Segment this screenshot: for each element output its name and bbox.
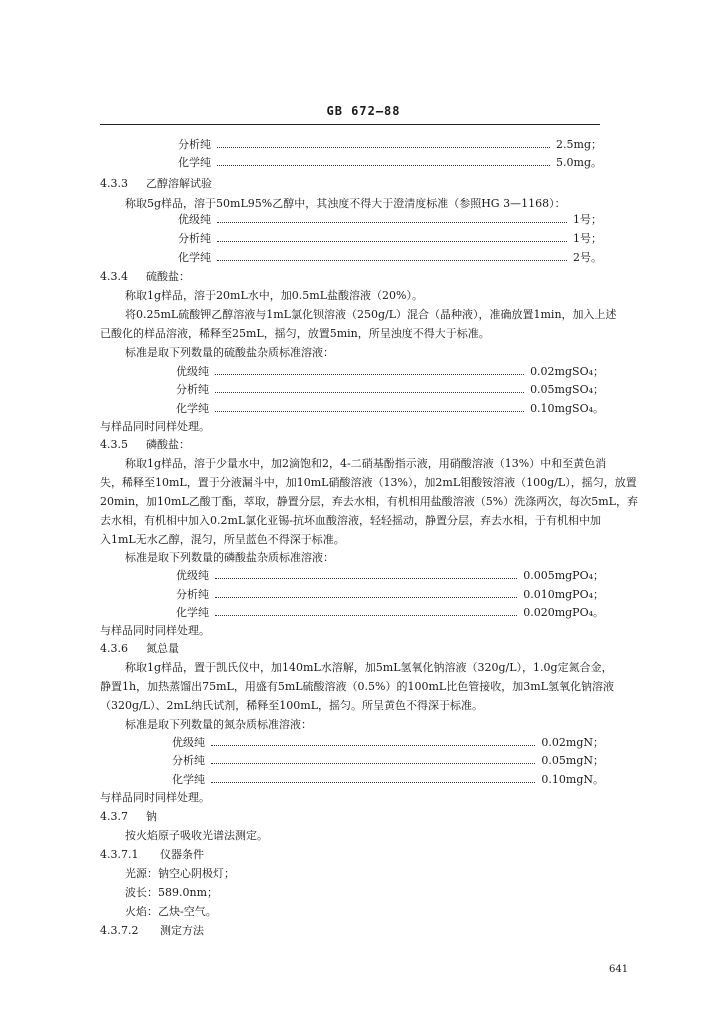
section-title: 磷酸盐： [146,438,190,451]
paragraph-line: （320g/L）、2mL纳氏试剂，稀释至100mL，摇匀。所呈黄色不得深于标准。 [100,699,484,712]
grade-label: 化学纯 [178,251,211,264]
section-title: 乙醇溶解试验 [146,177,212,190]
grade-label: 化学纯 [178,156,211,169]
grade-row [178,211,602,227]
section-title: 氮总量 [146,642,179,655]
paragraph-line: 按火焰原子吸收光谱法测定。 [125,829,268,842]
grade-row [178,154,602,170]
section-heading-4-3-4 [100,268,190,284]
section-number: 4.3.7.1 [100,848,139,861]
grade-value: 0.10mgSO₄。 [530,402,604,415]
grade-label: 分析纯 [178,232,211,245]
grade-row [176,381,604,397]
paragraph-line: 20min，加10mL乙酸丁酯，萃取，静置分层，弃去水相，有机相用盐酸溶液（5%）洗涤两次，每次5mL，弃 [100,495,638,508]
grade-value: 2号。 [573,251,602,264]
paragraph-line: 失，稀释至10mL，置于分液漏斗中，加10mL硝酸溶液（13%），加2mL钼酸铵溶液（100g/L），摇匀，放置 [100,476,637,489]
grade-row [172,734,604,750]
paragraph-line: 称取1g样品，溶于少量水中，加2滴饱和2，4-二硝基酚指示液，用硝酸溶液（13%）中和至黄色消 [125,457,607,470]
grade-row [178,230,602,246]
paragraph-line: 静置1h，加热蒸馏出75mL，用盛有5mL硫酸溶液（0.5%）的100mL比色管接收，加3mL氢氧化钠溶液 [100,680,614,693]
paragraph-line: 火焰：乙炔-空气。 [125,905,217,918]
grade-value: 5.0mg。 [556,156,602,169]
grade-value: 0.10mgN。 [541,773,604,786]
paragraph-line: 将0.25mL硫酸钾乙醇溶液与1mL氯化钡溶液（250g/L）混合（晶种液），准确放置1min，加入上述 [125,308,617,321]
grade-value: 0.02mgN； [541,736,604,749]
grade-label: 分析纯 [172,754,205,767]
paragraph-line: 与样品同时同样处理。 [100,624,210,637]
grade-row [172,752,604,768]
grade-label: 分析纯 [176,383,209,396]
section-title: 硫酸盐： [146,270,190,283]
section-heading-4-3-5 [100,436,190,452]
grade-value: 0.05mgSO₄； [530,383,604,396]
grade-label: 化学纯 [172,773,205,786]
paragraph-line: 标准是取下列数量的硫酸盐杂质标准溶液： [125,346,334,359]
paragraph-line: 与样品同时同样处理。 [100,791,210,804]
grade-row [176,400,604,416]
grade-label: 优级纯 [176,365,209,378]
paragraph-line: 称取1g样品，溶于20mL水中，加0.5mL盐酸溶液（20%）。 [125,289,423,302]
grade-row [178,136,602,152]
grade-row [176,363,604,379]
grade-label: 优级纯 [178,213,211,226]
paragraph-line: 与样品同时同样处理。 [100,420,210,433]
paragraph-line: 波长：589.0nm； [125,886,219,899]
section-heading-4-3-3 [100,175,212,191]
grade-row [178,249,602,265]
section-title: 仪器条件 [160,848,204,861]
paragraph-line: 已酸化的样品溶液，稀释至25mL，摇匀，放置5min，所呈浊度不得大于标准。 [100,327,490,340]
grade-label: 优级纯 [176,569,209,582]
section-heading-4-3-7 [100,808,157,824]
section-number: 4.3.5 [100,438,128,451]
grade-value: 2.5mg； [556,138,602,151]
grade-value: 0.005mgPO₄； [523,569,604,582]
paragraph-line: 去水相，有机相中加入0.2mL氯化亚锡-抗坏血酸溶液，轻轻摇动，静置分层，弃去水相，于有机相中加 [100,514,601,527]
grade-row [172,771,604,787]
header-rule [100,124,600,125]
grade-value: 0.010mgPO₄； [523,588,604,601]
grade-label: 化学纯 [176,606,209,619]
grade-value: 0.02mgSO₄； [530,365,604,378]
paragraph-line: 称取1g样品，置于凯氏仪中，加140mL水溶解，加5mL氢氧化钠溶液（320g/L），1.0g定氮合金， [125,661,613,674]
section-number: 4.3.4 [100,270,128,283]
grade-label: 分析纯 [176,588,209,601]
section-number: 4.3.3 [100,177,128,190]
grade-row [176,586,604,602]
page-number: 641 [609,964,629,975]
grade-label: 化学纯 [176,402,209,415]
standard-header: GB 672—88 [326,104,401,118]
paragraph-line: 入1mL无水乙醇，混匀，所呈蓝色不得深于标准。 [100,533,345,546]
grade-value: 1号； [573,213,602,226]
section-heading-4-3-7-2 [100,922,204,938]
grade-label: 优级纯 [172,736,205,749]
grade-row [176,567,604,583]
section-number: 4.3.7 [100,810,128,823]
section-heading-4-3-6 [100,640,179,656]
paragraph-line: 标准是取下列数量的氮杂质标准溶液： [125,718,312,731]
section-title: 测定方法 [160,924,204,937]
grade-value: 0.05mgN； [541,754,604,767]
section-title: 钠 [146,810,157,823]
paragraph: 称取5g样品，溶于50mL95%乙醇中，其浊度不得大于澄清度标准（参照HG 3—1168）： [125,197,566,210]
grade-value: 1号； [573,232,602,245]
section-number: 4.3.7.2 [100,924,139,937]
grade-row [176,604,604,620]
grade-label: 分析纯 [178,138,211,151]
section-number: 4.3.6 [100,642,128,655]
section-heading-4-3-7-1 [100,846,204,862]
paragraph-line: 光源：钠空心阴极灯； [125,867,235,880]
grade-value: 0.020mgPO₄。 [523,606,604,619]
paragraph-line: 标准是取下列数量的磷酸盐杂质标准溶液： [125,551,334,564]
